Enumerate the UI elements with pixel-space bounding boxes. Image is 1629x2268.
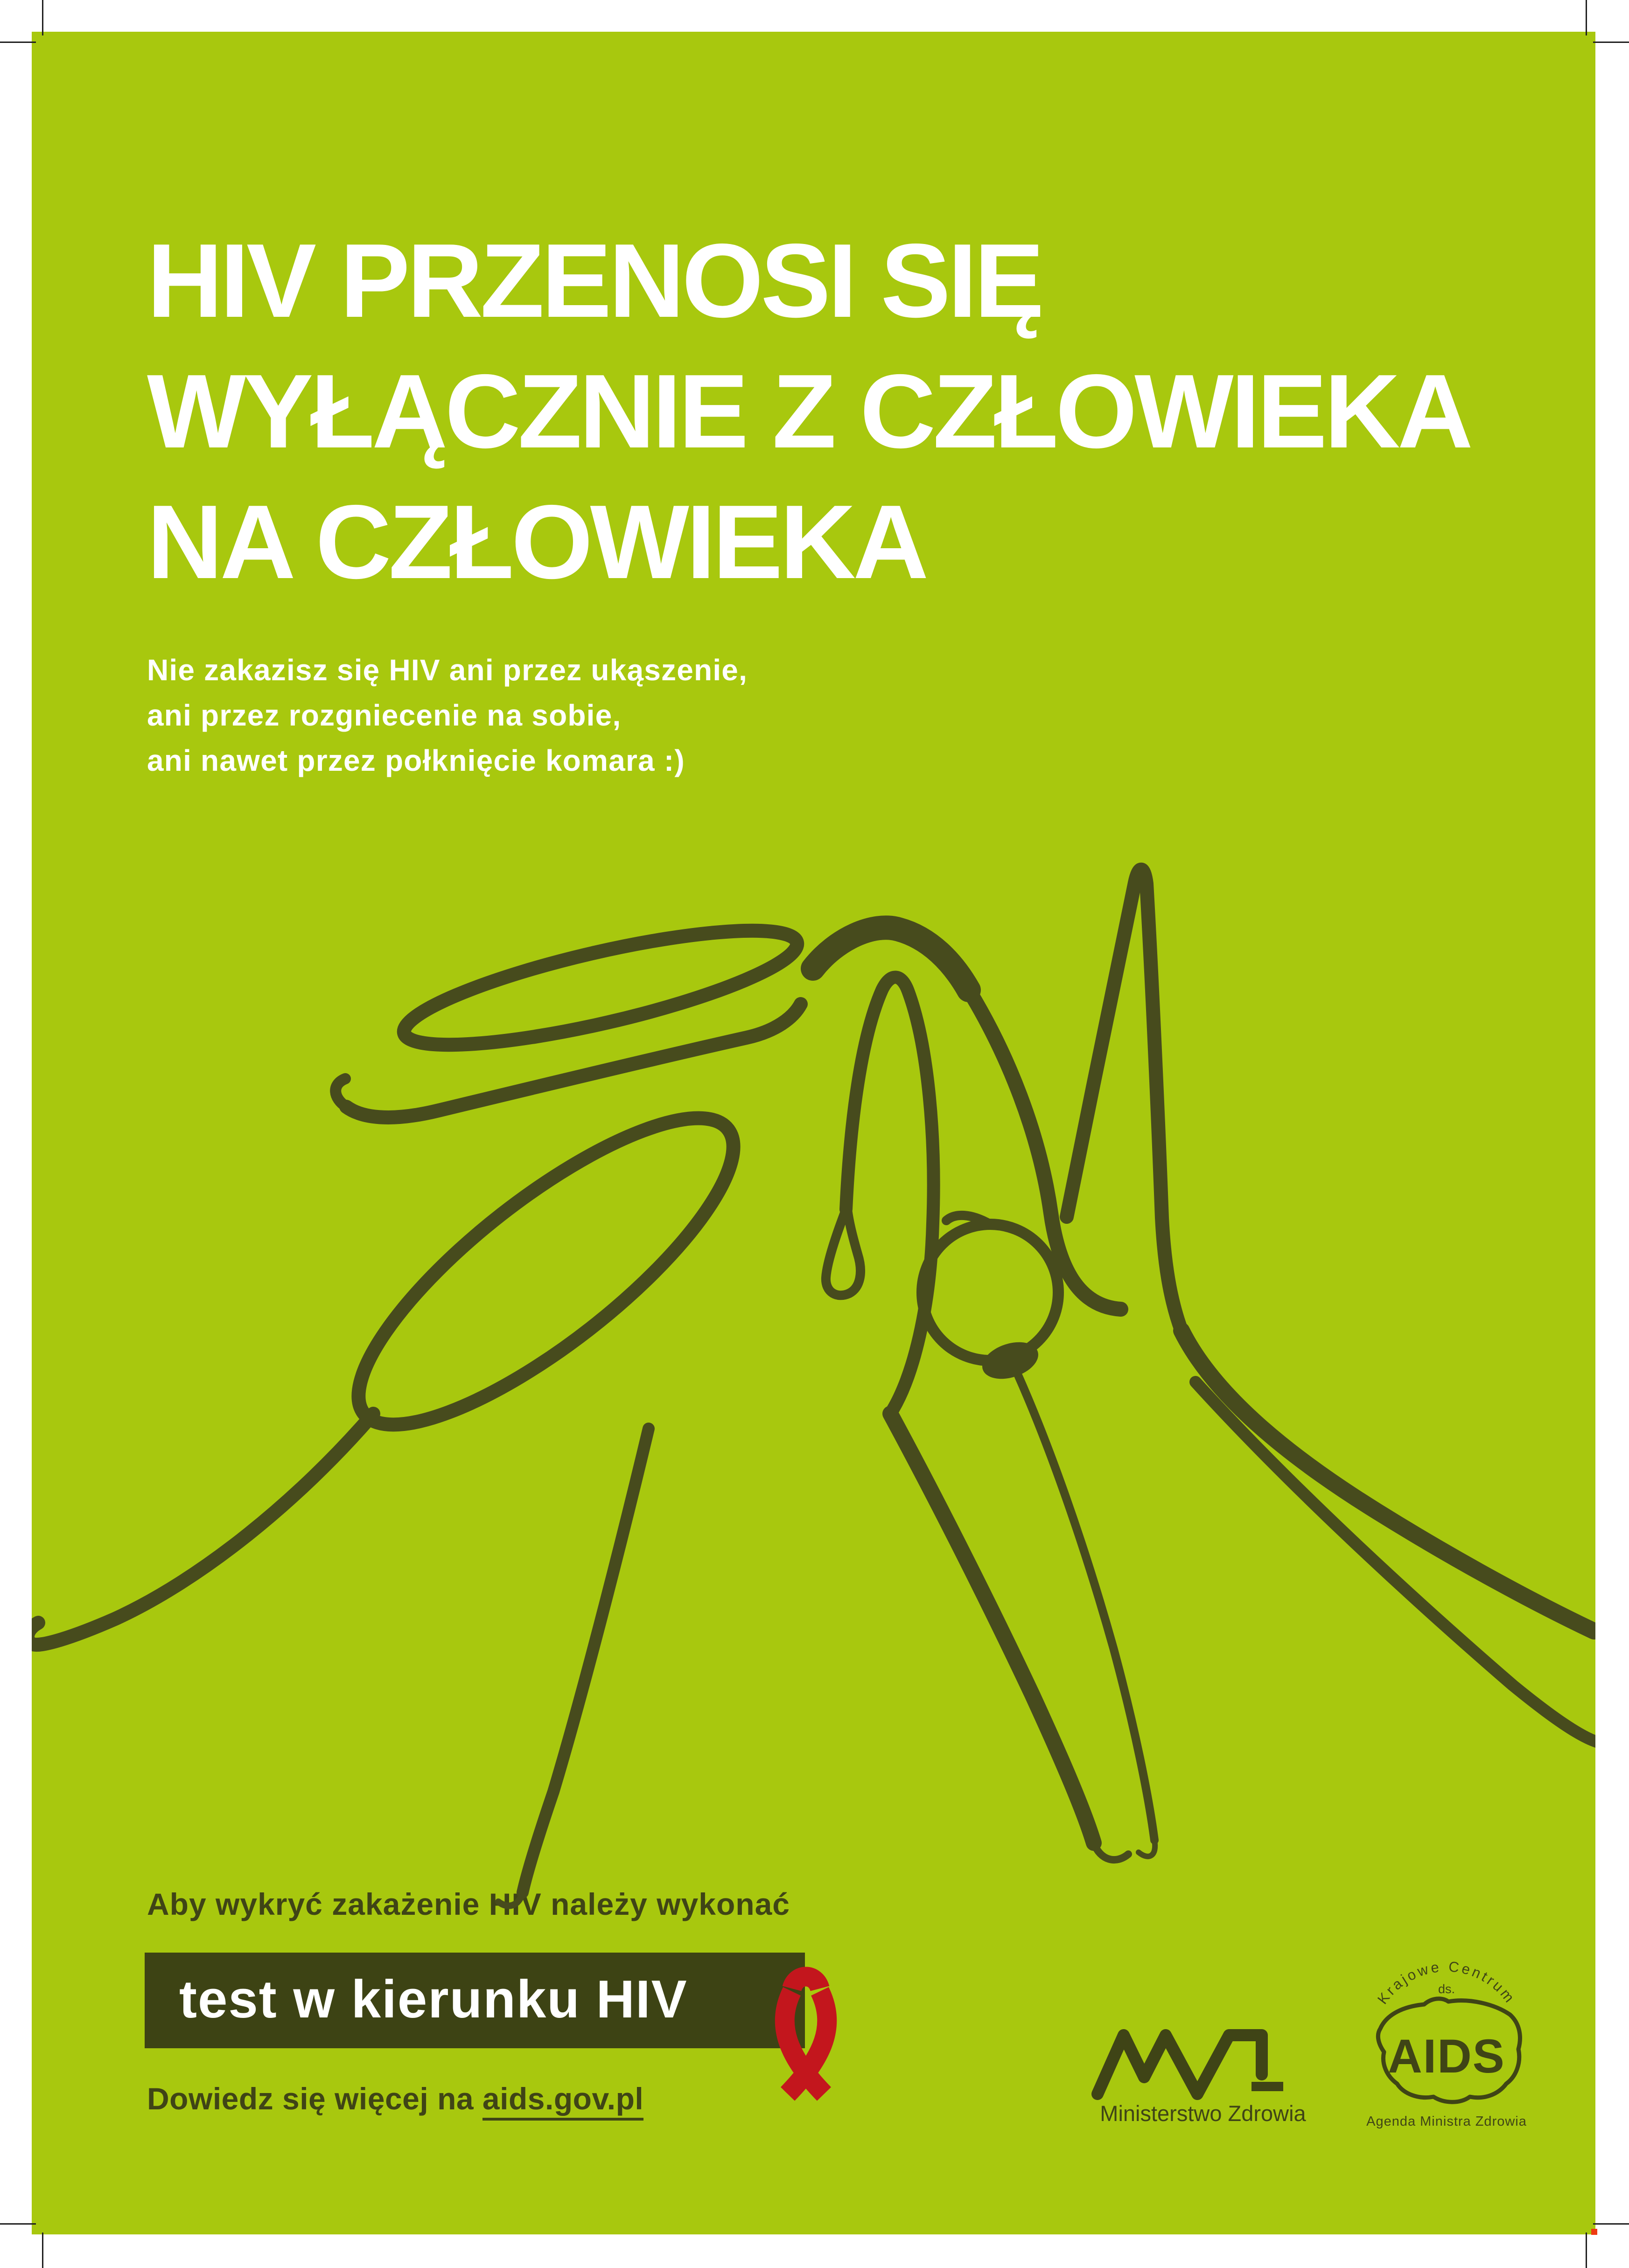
aids-gov-pl-link[interactable]: aids.gov.pl	[482, 2081, 643, 2121]
mosquito-abdomen	[320, 1072, 773, 1471]
mosquito-proboscis-tip	[1139, 1840, 1155, 1856]
mosquito-wing-back-tip	[336, 1079, 346, 1107]
mz-zigzag-icon	[1098, 2035, 1262, 2094]
headline-line-2: WYŁĄCZNIE Z CZŁOWIEKA	[147, 352, 1471, 470]
red-awareness-ribbon-icon	[785, 1977, 827, 2094]
mosquito-proboscis	[1018, 1375, 1154, 1840]
mosquito-blood-drop	[826, 1209, 860, 1295]
more-info-prefix: Dowiedz się więcej na	[147, 2081, 482, 2116]
mosquito-left-leg-foot	[498, 1892, 523, 1906]
mosquito-labium	[846, 977, 934, 1414]
mosquito-right-leg-upper	[1182, 1331, 1594, 1631]
ribbon-loop	[792, 1977, 820, 1989]
mosquito-illustration	[28, 870, 1618, 1906]
aids-subtitle: Agenda Ministra Zdrowia	[1366, 2114, 1527, 2129]
mosquito-antenna-spike	[1067, 870, 1182, 1331]
mosquito-left-leg-long	[28, 1414, 373, 1645]
aids-center-logo	[1366, 1958, 1527, 2129]
subtext-line-2: ani przez rozgniecenie na sobie,	[147, 698, 622, 732]
cta-intro-text: Aby wykryć zakażenie HIV należy wykonać	[147, 1887, 790, 1921]
mosquito-eye	[922, 1224, 1058, 1361]
ministry-label: Ministerstwo Zdrowia	[1100, 2101, 1306, 2126]
headline-line-1: HIV PRZENOSI SIĘ	[147, 222, 1042, 339]
headline-line-3: NA CZŁOWIEKA	[147, 483, 926, 600]
aids-acronym: AIDS	[1388, 2030, 1505, 2083]
mosquito-left-leg-down	[523, 1429, 649, 1892]
ministry-of-health-logo	[1098, 2035, 1307, 2126]
aids-arc-text: Krajowe Centrum	[1374, 1958, 1519, 2007]
aids-arc-text-2: ds.	[1438, 1982, 1455, 1996]
cta-box-label: test w kierunku HIV	[179, 1970, 688, 2029]
subtext-line-1: Nie zakazisz się HIV ani przez ukąszenie,	[147, 653, 748, 687]
subtext-line-3: ani nawet przez połknięcie komara :)	[147, 744, 685, 777]
